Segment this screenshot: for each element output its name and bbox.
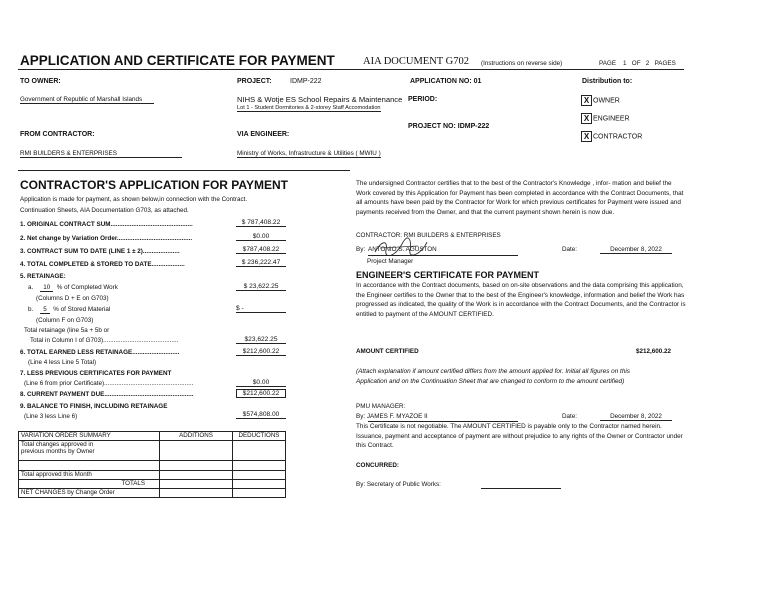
not-negotiable-text: This Certificate is not negotiable. The AMOUNT CERTIFIED is payable only to the Contractor named herein. Issuance, payment and acceptance of payment are without prejudice to any rights of the Owner or Contractor under this Contract.	[356, 423, 683, 450]
vo-net-changes: NET CHANGES by Change Order	[19, 489, 160, 498]
distribution-engineer[interactable]	[581, 113, 630, 124]
table-row	[19, 489, 286, 498]
vo-header-deductions: DEDUCTIONS	[233, 432, 286, 441]
line-4-amount: $ 236,222.47	[236, 259, 286, 267]
line-2-label: 2. Net change by Variation Order...........................................	[20, 235, 193, 242]
contractor-label: FROM CONTRACTOR:	[20, 131, 95, 138]
contractor-by-name: ANTONIO S. AGUSTON	[368, 246, 437, 253]
vo-previous-changes	[19, 441, 160, 461]
line-7-sub: (Line 6 from prior Certificate)...................................................	[24, 380, 194, 387]
pmu-manager-by: By: JAMES F. MYAZOE II	[356, 413, 428, 420]
engineer-certification-text: In accordance with the Contract documents, based on on-site observations and the data comprising this application, the Engineer certifies to the Owner that to the best of the Engineer's knowledge, information and belief the Work has progressed as indicated, the quality of the Work is in accordance with the Contract Documents, and the Contractor is entitled to payment of the AMOUNT CERTIFIED.	[356, 282, 686, 318]
distribution-contractor[interactable]	[581, 131, 642, 142]
vo-header-additions: ADDITIONS	[160, 432, 233, 441]
vo-net-additions	[160, 489, 233, 498]
total-retainage-2: Total in Column I of G703)...........................................	[30, 337, 179, 344]
attach-explanation-note: (Attach explanation if amount certified differs from the amount applied for. Initial all figures on this Application and on the Continuation Sheet that are changed to conform to the amount certified)	[356, 368, 630, 385]
line-6-amount: $212,600.22	[236, 348, 286, 356]
contractor-application-title: CONTRACTOR'S APPLICATION FOR PAYMENT	[20, 178, 288, 192]
contractor-role: Project Manager	[367, 258, 414, 265]
amount-certified-label: AMOUNT CERTIFIED	[356, 348, 419, 355]
line-8-label: 8. CURRENT PAYMENT DUE...................................................	[20, 391, 194, 398]
distribution-owner[interactable]	[581, 95, 620, 106]
vo-net-deductions	[233, 489, 286, 498]
pmu-date: December 8, 2022	[600, 413, 672, 421]
line-5b-prefix: b.	[28, 306, 34, 313]
project-number: PROJECT NO: IDMP-222	[408, 123, 490, 130]
line-5a-percent: 10	[40, 284, 53, 292]
page-indicator	[599, 60, 676, 67]
project-label: PROJECT:	[237, 78, 272, 85]
total-retainage-1: Total retainage (line 5a + 5b or	[24, 327, 110, 334]
vo-month-deductions	[233, 471, 286, 480]
table-row	[19, 461, 286, 471]
line-3-amount: $787,408.22	[236, 246, 286, 254]
contractor-signature-line	[368, 255, 518, 256]
engineer-checkbox[interactable]: X	[581, 113, 592, 124]
contractor-date: December 8, 2022	[600, 246, 672, 254]
vo-blank-row	[19, 461, 160, 471]
contractor-date-label: Date:	[562, 246, 578, 253]
vo-this-month: Total approved this Month	[19, 471, 160, 480]
vo-previous-changes-1: Total changes approved in	[21, 441, 94, 448]
instructions-note: (Instructions on reverse side)	[481, 60, 563, 67]
section-rule	[18, 170, 350, 171]
vo-previous-additions	[160, 441, 233, 461]
table-row	[19, 441, 286, 461]
total-retainage-amount: $23,622.25	[236, 336, 286, 344]
page-total: 2	[645, 60, 650, 67]
line-1-amount: $ 787,408.22	[236, 219, 286, 227]
application-intro-1: Application is made for payment, as shown below,in connection with the Contract.	[20, 196, 248, 203]
distribution-contractor-label: CONTRACTOR	[593, 133, 643, 141]
line-5a-amount: $ 23,622.25	[236, 283, 286, 291]
secretary-signature-label: By: Secretary of Public Works:	[356, 481, 441, 488]
concurred-label: CONCURRED:	[356, 462, 400, 469]
table-row	[19, 480, 286, 489]
engineer-label: VIA ENGINEER:	[237, 131, 290, 138]
contractor-by-label: By:	[356, 246, 366, 253]
line-8-amount: $212,600.22	[236, 389, 286, 398]
line-5a-sub: (Columns D + E on G703)	[36, 295, 109, 302]
line-6-label: 6. TOTAL EARNED LESS RETAINAGE...........................	[20, 349, 180, 356]
distribution-label: Distribution to:	[582, 78, 633, 85]
contractor-checkbox[interactable]: X	[581, 131, 592, 142]
line-7-amount: $0.00	[236, 379, 286, 387]
line-2-amount: $0.00	[236, 233, 286, 241]
line-7-label: 7. LESS PREVIOUS CERTIFICATES FOR PAYMENT	[20, 370, 172, 377]
pmu-manager-label: PMU MANAGER:	[356, 403, 406, 410]
pmu-date-label: Date:	[562, 413, 578, 420]
line-5b	[28, 306, 110, 313]
vo-blank-additions	[160, 461, 233, 471]
owner-label: TO OWNER:	[20, 78, 61, 85]
vo-previous-changes-2: previous months by Owner	[21, 448, 95, 455]
line-1-label: 1. ORIGINAL CONTRACT SUM...............................................	[20, 221, 193, 228]
vo-previous-deductions	[233, 441, 286, 461]
amount-certified-value: $212,600.22	[636, 348, 672, 355]
page-number: 1	[623, 60, 627, 67]
vo-totals: TOTALS	[19, 480, 160, 489]
contractor-signature-company: CONTRACTOR: RMI BUILDERS & ENTERPRISES	[356, 232, 501, 239]
owner-checkbox[interactable]: X	[581, 95, 592, 106]
vo-totals-deductions	[233, 480, 286, 489]
owner-value: Government of Republic of Marshall Islands	[20, 96, 154, 104]
application-intro-2: Continuation Sheets, AIA Documentation G703, as attached.	[20, 207, 189, 214]
line-3-label: 3. CONTRACT SUM TO DATE (LINE 1 ± 2).....................	[20, 248, 180, 255]
header-rule	[18, 69, 684, 70]
of-label: OF	[631, 60, 641, 67]
line-6-sub: (Line 4 less Line 5 Total)	[28, 359, 97, 366]
engineer-value: Ministry of Works, Infrastructure & Utilities ( MWIU )	[237, 150, 381, 157]
contractor-certification-text: The undersigned Contractor certifies that to the best of the Contractor's Knowledge , infor- mation and belief the Work covered by this Application for Payment has been completed in accordance with the Contract Documents, that all amounts have been paid by the Contractor for Work for which previous certificates for Payment were issued and payments received from the Owner, and that the current payment shown herein is now due.	[356, 180, 684, 216]
vo-month-additions	[160, 471, 233, 480]
line-5a	[28, 284, 118, 291]
period-label: PERIOD:	[408, 96, 438, 103]
line-5a-prefix: a.	[28, 284, 34, 291]
vo-header-summary: VARIATION ORDER SUMMARY	[19, 432, 160, 441]
page-label: PAGE	[599, 60, 617, 67]
line-9-sub: (Line 3 less Line 6)	[24, 413, 78, 420]
project-name: NIHS & Wotje ES School Repairs & Maintenance	[237, 95, 403, 104]
contractor-value: RMI BUILDERS & ENTERPRISES	[20, 150, 182, 158]
line-4-label: 4. TOTAL COMPLETED & STORED TO DATE...................	[20, 261, 185, 268]
line-9-amount: $574,808.00	[236, 411, 286, 419]
variation-order-table	[18, 431, 286, 498]
distribution-engineer-label: ENGINEER	[593, 115, 630, 123]
project-code: IDMP-222	[290, 78, 322, 85]
project-lot: Lot 1 - Student Dormitories & 2-storey Staff Accomodation	[237, 105, 381, 111]
vo-totals-additions	[160, 480, 233, 489]
line-5b-sub: (Column F on G703)	[36, 317, 94, 324]
table-row	[19, 432, 286, 441]
vo-blank-deductions	[233, 461, 286, 471]
distribution-owner-label: OWNER	[593, 97, 620, 105]
line-5b-amount: $ -	[236, 305, 286, 313]
line-5b-percent: 5	[40, 306, 50, 314]
line-5-label: 5. RETAINAGE:	[20, 273, 66, 280]
table-row	[19, 471, 286, 480]
document-code: AIA DOCUMENT G702	[363, 56, 469, 67]
page-title: APPLICATION AND CERTIFICATE FOR PAYMENT	[20, 53, 335, 68]
line-9-label: 9. BALANCE TO FINISH, INCLUDING RETAINAGE	[20, 403, 168, 410]
application-number: APPLICATION NO: 01	[410, 78, 482, 85]
line-5b-text: % of Stored Material	[53, 306, 111, 313]
line-5a-text: % of Completed Work	[56, 284, 118, 291]
engineer-certificate-title: ENGINEER'S CERTIFICATE FOR PAYMENT	[356, 270, 539, 280]
secretary-signature-line	[481, 488, 561, 489]
pages-label: PAGES	[654, 60, 676, 67]
